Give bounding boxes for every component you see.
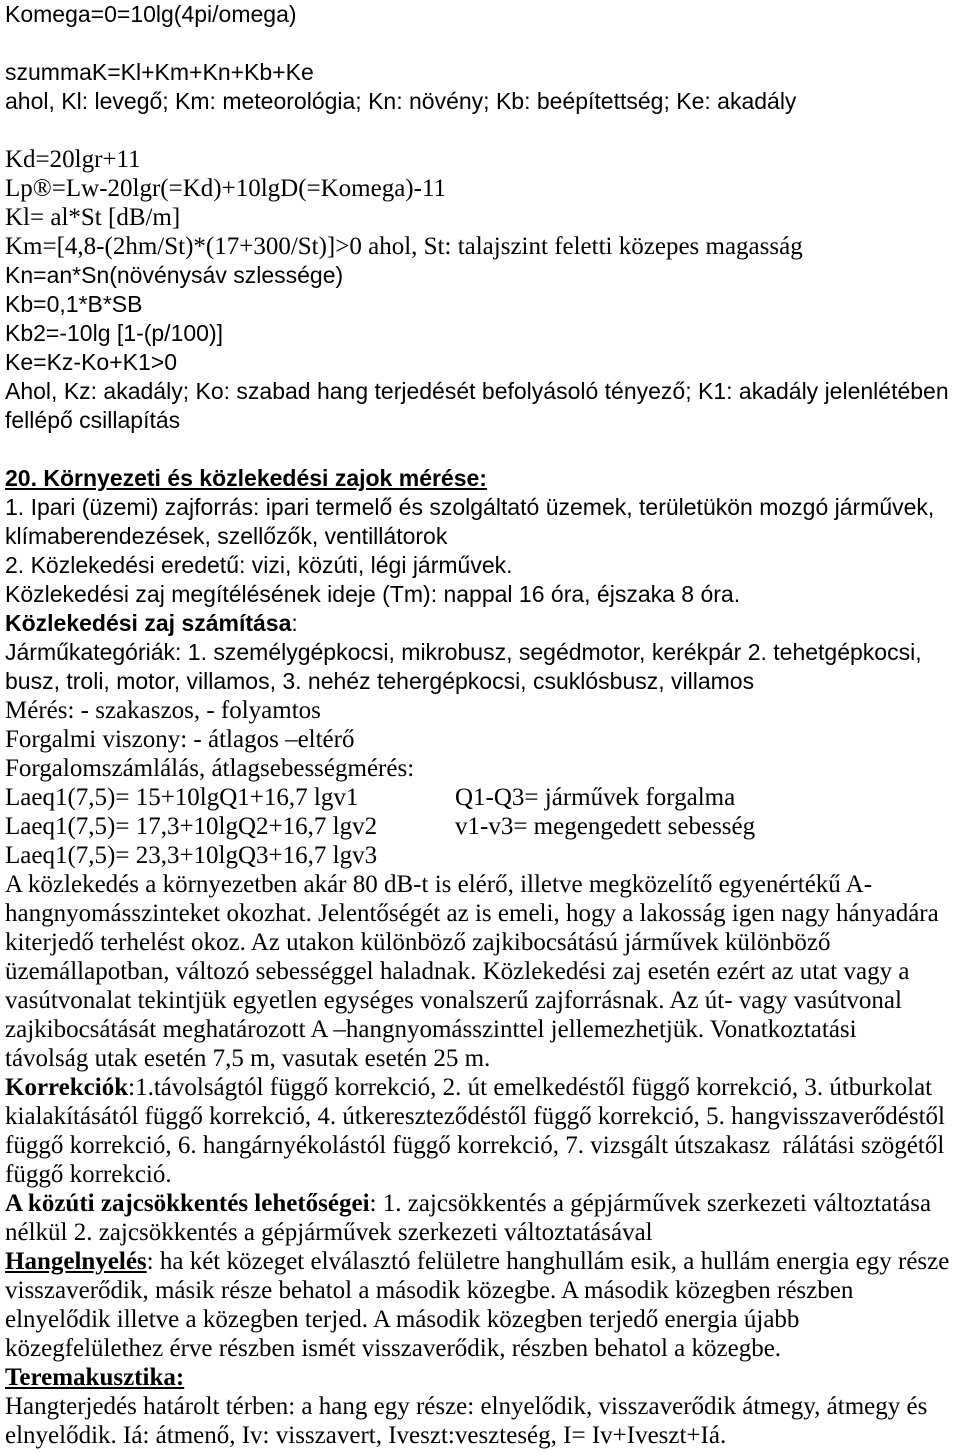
formula-komega: Komega=0=10lg(4pi/omega) — [5, 1, 297, 27]
corrections-label: Korrekciók — [5, 1074, 129, 1101]
description-line: A közlekedés a környezetben akár 80 dB-t is elérő, illetve megközelítő egyenértékű A- — [5, 871, 873, 898]
traffic-condition-line: Forgalmi viszony: - átlagos –eltérő — [5, 726, 355, 753]
sound-absorption-line — [5, 1247, 957, 1276]
measurement-line: Mérés: - szakaszos, - folyamtos — [5, 697, 321, 724]
noise-reduction-line: nélkül 2. zajcsökkentés a gépjárművek szerkezeti változtatásával — [5, 1219, 653, 1246]
formula-km: Km=[4,8-(2hm/St)*(17+300/St)]>0 ahol, St: talajszint feletti közepes magasság — [5, 233, 803, 260]
noise-reduction-label: A közúti zajcsökkentés lehetőségei — [5, 1190, 370, 1217]
formula-ke-legend: fellépő csillapítás — [5, 407, 181, 433]
description-line: hangnyomásszinteket okozhat. Jelentőségét az is emeli, hogy a lakosság igen nagy hányadára — [5, 900, 939, 927]
sound-absorption-text: : ha két közeget elválasztó felületre hanghullám esik, a hullám energia egy része — [146, 1248, 950, 1275]
formula-kd: Kd=20lgr+11 — [5, 146, 141, 173]
formula-ke-legend: Ahol, Kz: akadály; Ko: szabad hang terjedését befolyásoló tényező; K1: akadály jelenlétében — [5, 378, 949, 404]
noise-source-line: 2. Közlekedési eredetű: vizi, közúti, légi járművek. — [5, 552, 513, 578]
room-acoustics-label: Teremakusztika: — [5, 1364, 185, 1391]
blank-line — [5, 435, 957, 464]
equation-row — [5, 841, 957, 870]
formula-kb: Kb=0,1*B*SB — [5, 291, 143, 317]
equation-formula: Laeq1(7,5)= 17,3+10lgQ2+16,7 lgv2 — [5, 813, 378, 840]
corrections-line — [5, 1073, 957, 1102]
vehicle-categories-line: Járműkategóriák: 1. személygépkocsi, mikrobusz, segédmotor, kerékpár 2. tehetgépkocsi, — [5, 639, 922, 665]
equation-note: Q1-Q3= járművek forgalma — [455, 784, 736, 811]
formula-sum-legend: ahol, Kl: levegő; Km: meteorológia; Kn: növény; Kb: beépítettség; Ke: akadály — [5, 88, 797, 114]
noise-reduction-line — [5, 1189, 957, 1218]
blank-line — [5, 29, 957, 58]
noise-source-line: klímaberendezések, szellőzők, ventillátorok — [5, 523, 448, 549]
calculation-colon: : — [291, 610, 298, 636]
equation-row — [5, 783, 957, 812]
corrections-line: függő korrekció, 6. hangárnyékolástól függő korrekció, 7. vizsgált útszakasz rálátási szögétől — [5, 1132, 945, 1159]
vehicle-categories-line: busz, troli, motor, villamos, 3. nehéz tehergépkocsi, csuklósbusz, villamos — [5, 668, 755, 694]
room-acoustics-line: elnyelődik. Iá: átmenő, Iv: visszavert, Iveszt:veszteség, I= Iv+Iveszt+Iá. — [5, 1422, 727, 1449]
formula-lp: Lp®=Lw-20lgr(=Kd)+10lgD(=Komega)-11 — [5, 175, 447, 202]
sound-absorption-label: Hangelnyelés — [5, 1248, 147, 1275]
calculation-heading-line — [5, 609, 957, 638]
corrections-text: :1.távolságtól függő korrekció, 2. út emelkedéstől függő korrekció, 3. útburkolat — [128, 1074, 933, 1101]
noise-source-line: 1. Ipari (üzemi) zajforrás: ipari termelő és szolgáltató üzemek, területükön mozgó járművek, — [5, 494, 935, 520]
sound-absorption-line: elnyelődik illetve a közegben terjed. A második közegben terjedő energia újabb — [5, 1306, 800, 1333]
equation-formula: Laeq1(7,5)= 15+10lgQ1+16,7 lgv1 — [5, 784, 359, 811]
description-line: vasútvonalat tekintjük egyetlen egységes vonalszerű zajforrásnak. Az út- vagy vasútvonal — [5, 987, 902, 1014]
equation-row — [5, 812, 957, 841]
formula-ke: Ke=Kz-Ko+K1>0 — [5, 349, 177, 375]
description-line: üzemállapotban, változó sebességgel haladnak. Közlekedési zaj esetén ezért az utat vagy a — [5, 958, 910, 985]
counting-line: Forgalomszámlálás, átlagsebességmérés: — [5, 755, 415, 782]
section-heading: 20. Környezeti és közlekedési zajok mérése: — [5, 465, 487, 491]
formula-sum: szummaK=Kl+Km+Kn+Kb+Ke — [5, 59, 314, 85]
equation-formula: Laeq1(7,5)= 23,3+10lgQ3+16,7 lgv3 — [5, 842, 378, 869]
formula-kn: Kn=an*Sn(növénysáv szlessége) — [5, 262, 344, 288]
document-page — [5, 0, 957, 1450]
room-acoustics-line: Hangterjedés határolt térben: a hang egy része: elnyelődik, visszaverődik átmegy, átmegy és — [5, 1393, 928, 1420]
formula-kl: Kl= al*St [dB/m] — [5, 204, 181, 231]
description-line: zajkibocsátását meghatározott A –hangnyomásszinttel jellemezhetjük. Vonatkoztatási — [5, 1016, 857, 1043]
description-line: kiterjedő terhelést okoz. Az utakon különböző zajkibocsátású járművek különböző — [5, 929, 831, 956]
calculation-heading: Közlekedési zaj számítása — [5, 610, 292, 636]
corrections-line: függő korrekció. — [5, 1161, 172, 1188]
sound-absorption-line: közegfelülethez érve részben ismét visszaverődik, részben behatol a közegbe. — [5, 1335, 782, 1362]
sound-absorption-line: visszaverődik, másik része behatol a második közegbe. A második közegben részben — [5, 1277, 854, 1304]
blank-line — [5, 116, 957, 145]
assessment-time: Közlekedési zaj megítélésének ideje (Tm): nappal 16 óra, éjszaka 8 óra. — [5, 581, 741, 607]
equation-note: v1-v3= megengedett sebesség — [455, 813, 756, 840]
corrections-line: kialakításától függő korrekció, 4. útkereszteződéstől függő korrekció, 5. hangvisszaverődéstől — [5, 1103, 945, 1130]
formula-kb2: Kb2=-10lg [1-(p/100)] — [5, 320, 223, 346]
noise-reduction-text: : 1. zajcsökkentés a gépjárművek szerkezeti változtatása — [369, 1190, 932, 1217]
description-line: távolság utak esetén 7,5 m, vasutak esetén 25 m. — [5, 1045, 491, 1072]
